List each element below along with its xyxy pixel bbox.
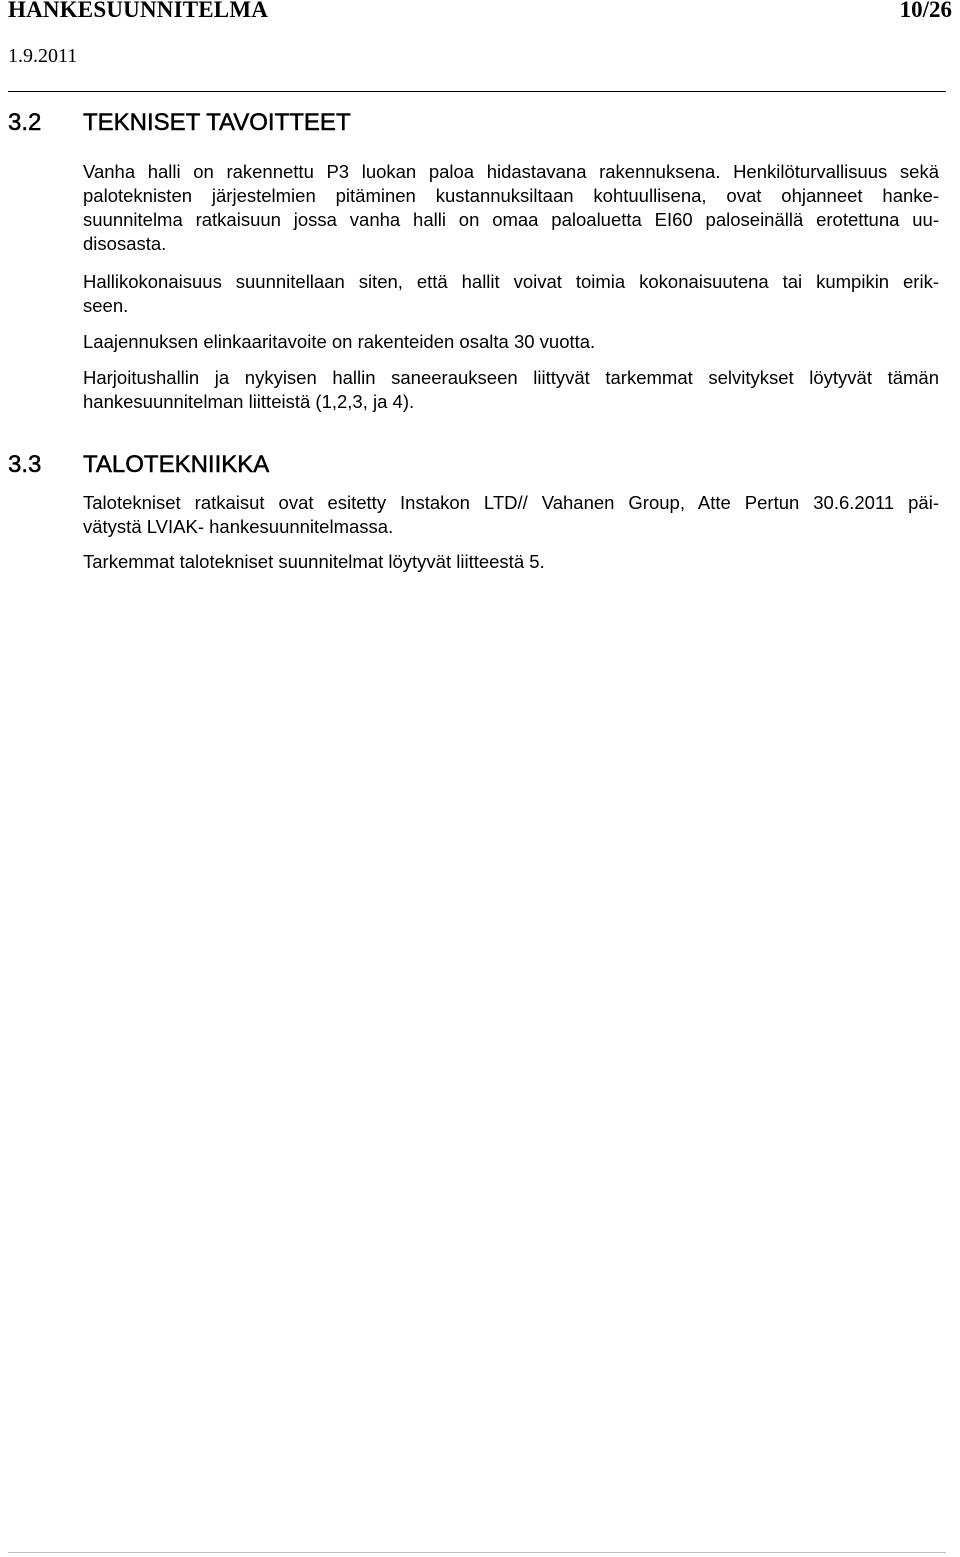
paragraph-line: hankesuunnitelman liitteistä (1,2,3, ja 4). <box>83 391 415 412</box>
header-divider <box>8 91 946 92</box>
paragraph-line: suunnitelma ratkaisuun jossa vanha halli on omaa paloaluetta EI60 paloseinällä erotettuna uu- <box>83 209 939 230</box>
document-title: HANKESUUNNITELMA <box>8 0 269 22</box>
paragraph-line: vätystä LVIAK- hankesuunnitelmassa. <box>83 516 394 537</box>
paragraph <box>83 550 939 574</box>
paragraph-line: seen. <box>83 295 129 316</box>
section-title: TALOTEKNIIKKA <box>83 451 270 478</box>
paragraph-line: paloteknisten järjestelmien pitäminen kustannuksiltaan kohtuullisena, ovat ohjanneet hanke- <box>83 185 939 206</box>
page-header <box>0 0 960 96</box>
paragraph-line: Hallikokonaisuus suunnitellaan siten, että hallit voivat toimia kokonaisuutena tai kumpikin erik- <box>83 271 939 292</box>
paragraph-line: Harjoitushallin ja nykyisen hallin saneeraukseen liittyvät tarkemmat selvitykset löytyvät tämän <box>83 367 939 388</box>
section-number: 3.2 <box>8 109 42 136</box>
page-bottom-divider <box>8 1552 946 1553</box>
paragraph-line: Talotekniset ratkaisut ovat esitetty Instakon LTD// Vahanen Group, Atte Pertun 30.6.2011 päi- <box>83 492 939 513</box>
paragraph <box>83 330 939 354</box>
paragraph-line: Tarkemmat talotekniset suunnitelmat löytyvät liitteestä 5. <box>83 551 545 572</box>
paragraph <box>83 160 939 256</box>
paragraph <box>83 270 939 318</box>
paragraph <box>83 366 939 414</box>
section-heading-talotekniikka <box>8 450 269 480</box>
paragraph-line: Vanha halli on rakennettu P3 luokan paloa hidastavana rakennuksena. Henkilöturvallisuus sekä <box>83 161 939 182</box>
paragraph-line: disosasta. <box>83 233 167 254</box>
document-date: 1.9.2011 <box>8 45 78 67</box>
paragraph <box>83 491 939 539</box>
paragraph-line: Laajennuksen elinkaaritavoite on rakenteiden osalta 30 vuotta. <box>83 331 596 352</box>
section-heading-tekniset-tavoitteet <box>8 108 351 138</box>
section-title: TEKNISET TAVOITTEET <box>83 109 351 136</box>
page-number: 10/26 <box>899 0 952 22</box>
section-number: 3.3 <box>8 451 42 478</box>
